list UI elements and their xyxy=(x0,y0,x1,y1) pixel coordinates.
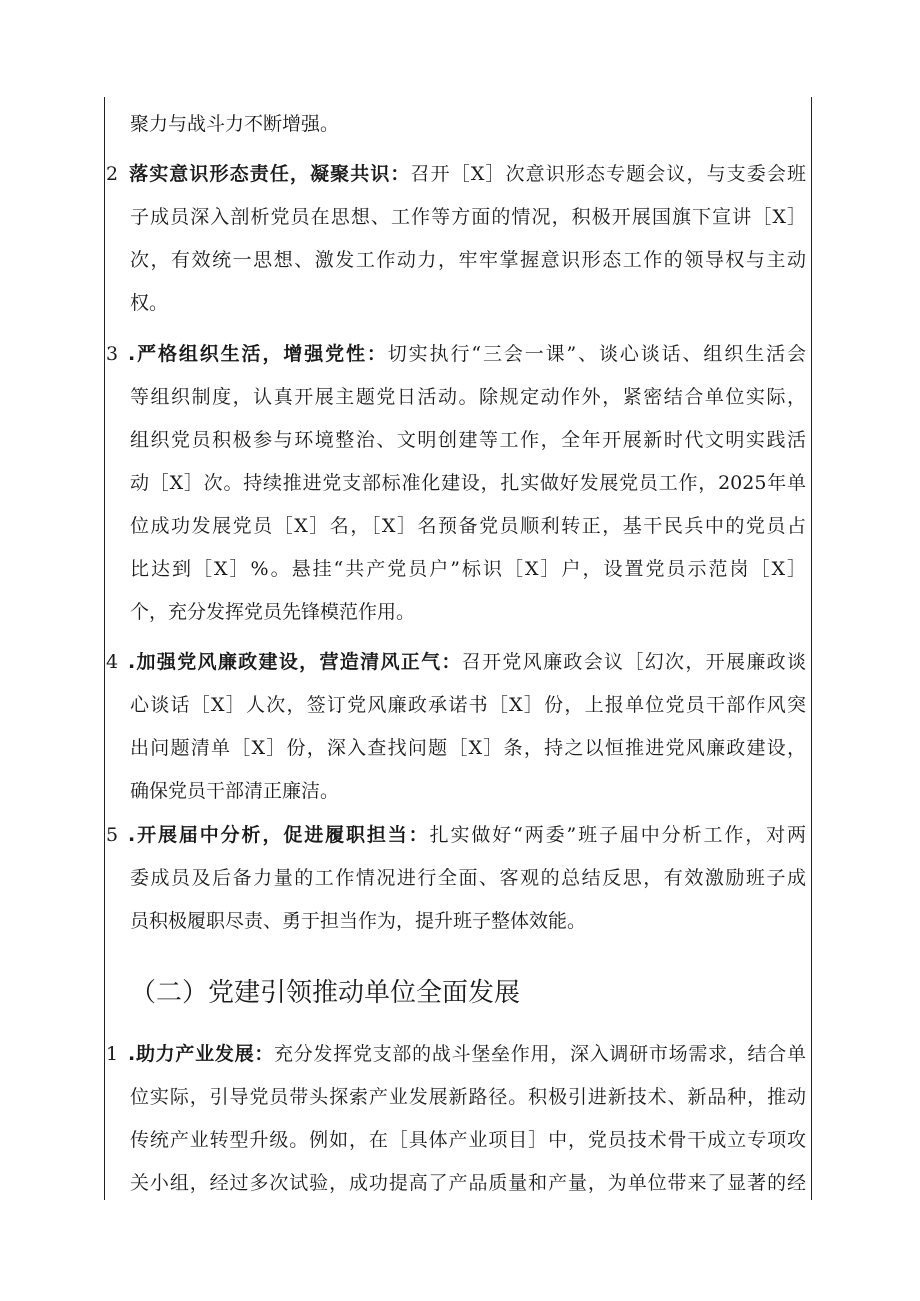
text-line: 充分发挥党支部的战斗堡垒作用，深入调研市场需求，结合单 xyxy=(274,1043,806,1065)
text-line: 位实际，引导党员带头探索产业发展新路径。积极引进新技术、新品种，推动 xyxy=(130,1086,806,1108)
item-number: 1 xyxy=(106,1043,119,1065)
text-line: 员积极履职尽责、勇于担当作为，提升班子整体效能。 xyxy=(130,910,587,932)
item-lead: .助力产业发展： xyxy=(128,1043,275,1065)
item-lead: .加强党风廉政建设，营造清风正气： xyxy=(128,651,462,673)
item-number: 3 xyxy=(106,343,119,365)
item-2-paragraph xyxy=(104,153,812,325)
section-heading: （二）党建引领推动单位全面发展 xyxy=(130,978,521,1008)
text-line: 位成功发展党员［X］名，［X］名预备党员顺利转正，基干民兵中的党员占 xyxy=(130,515,806,537)
item-lead: 落实意识形态责任，凝聚共识： xyxy=(128,163,411,185)
item-b1-paragraph xyxy=(104,1033,812,1205)
item-4-paragraph xyxy=(104,641,812,813)
text-line: 出问题清单［X］份，深入查找问题［X］条，持之以恒推进党风廉政建设， xyxy=(130,737,806,759)
text-line: 切实执行“三会一课”、谈心谈话、组织生活会 xyxy=(387,343,806,365)
intro-paragraph xyxy=(104,103,812,146)
text-line: 关小组，经过多次试验，成功提高了产品质量和产量，为单位带来了显著的经 xyxy=(130,1172,806,1194)
item-number: 5 xyxy=(106,824,119,846)
text-line: 次，有效统一思想、激发工作动力，牢牢掌握意识形态工作的领导权与主动 xyxy=(130,249,806,271)
text-line: 心谈话［X］人次，签订党风廉政承诺书［X］份，上报单位党员干部作风突 xyxy=(130,694,806,716)
item-number: 2 xyxy=(106,163,119,185)
item-lead: .严格组织生活，增强党性： xyxy=(128,343,388,365)
text-line: 权。 xyxy=(130,292,169,314)
text-line: 等组织制度，认真开展主题党日活动。除规定动作外，紧密结合单位实际， xyxy=(130,386,806,408)
text-line: 个，充分发挥党员先锋模范作用。 xyxy=(130,601,416,623)
text-line: 传统产业转型升级。例如，在［具体产业项目］中，党员技术骨干成立专项攻 xyxy=(130,1129,806,1151)
item-lead: .开展届中分析，促进履职担当： xyxy=(128,824,430,846)
text-line: 动［X］次。持续推进党支部标准化建设，扎实做好发展党员工作，2025年单 xyxy=(130,472,806,494)
text-line: 聚力与战斗力不断增强。 xyxy=(130,113,340,135)
text-line: 扎实做好“两委”班子届中分析工作，对两 xyxy=(429,824,806,846)
text-line: 召开党风廉政会议［幻次，开展廉政谈 xyxy=(461,651,806,673)
item-number: 4 xyxy=(106,651,119,673)
item-3-paragraph xyxy=(104,333,812,634)
text-line: 组织党员积极参与环境整治、文明创建等工作，全年开展新时代文明实践活 xyxy=(130,429,806,451)
item-5-paragraph xyxy=(104,814,812,943)
text-line: 比达到［X］%。悬挂“共产党员户”标识［X］户，设置党员示范岗［X］ xyxy=(130,558,806,580)
text-line: 委成员及后备力量的工作情况进行全面、客观的总结反思，有效激励班子成 xyxy=(130,867,806,889)
text-line: 子成员深入剖析党员在思想、工作等方面的情况，积极开展国旗下宣讲［X］ xyxy=(130,206,806,228)
text-line: 召开［X］次意识形态专题会议，与支委会班 xyxy=(410,163,806,185)
text-line: 确保党员干部清正廉洁。 xyxy=(130,780,340,802)
